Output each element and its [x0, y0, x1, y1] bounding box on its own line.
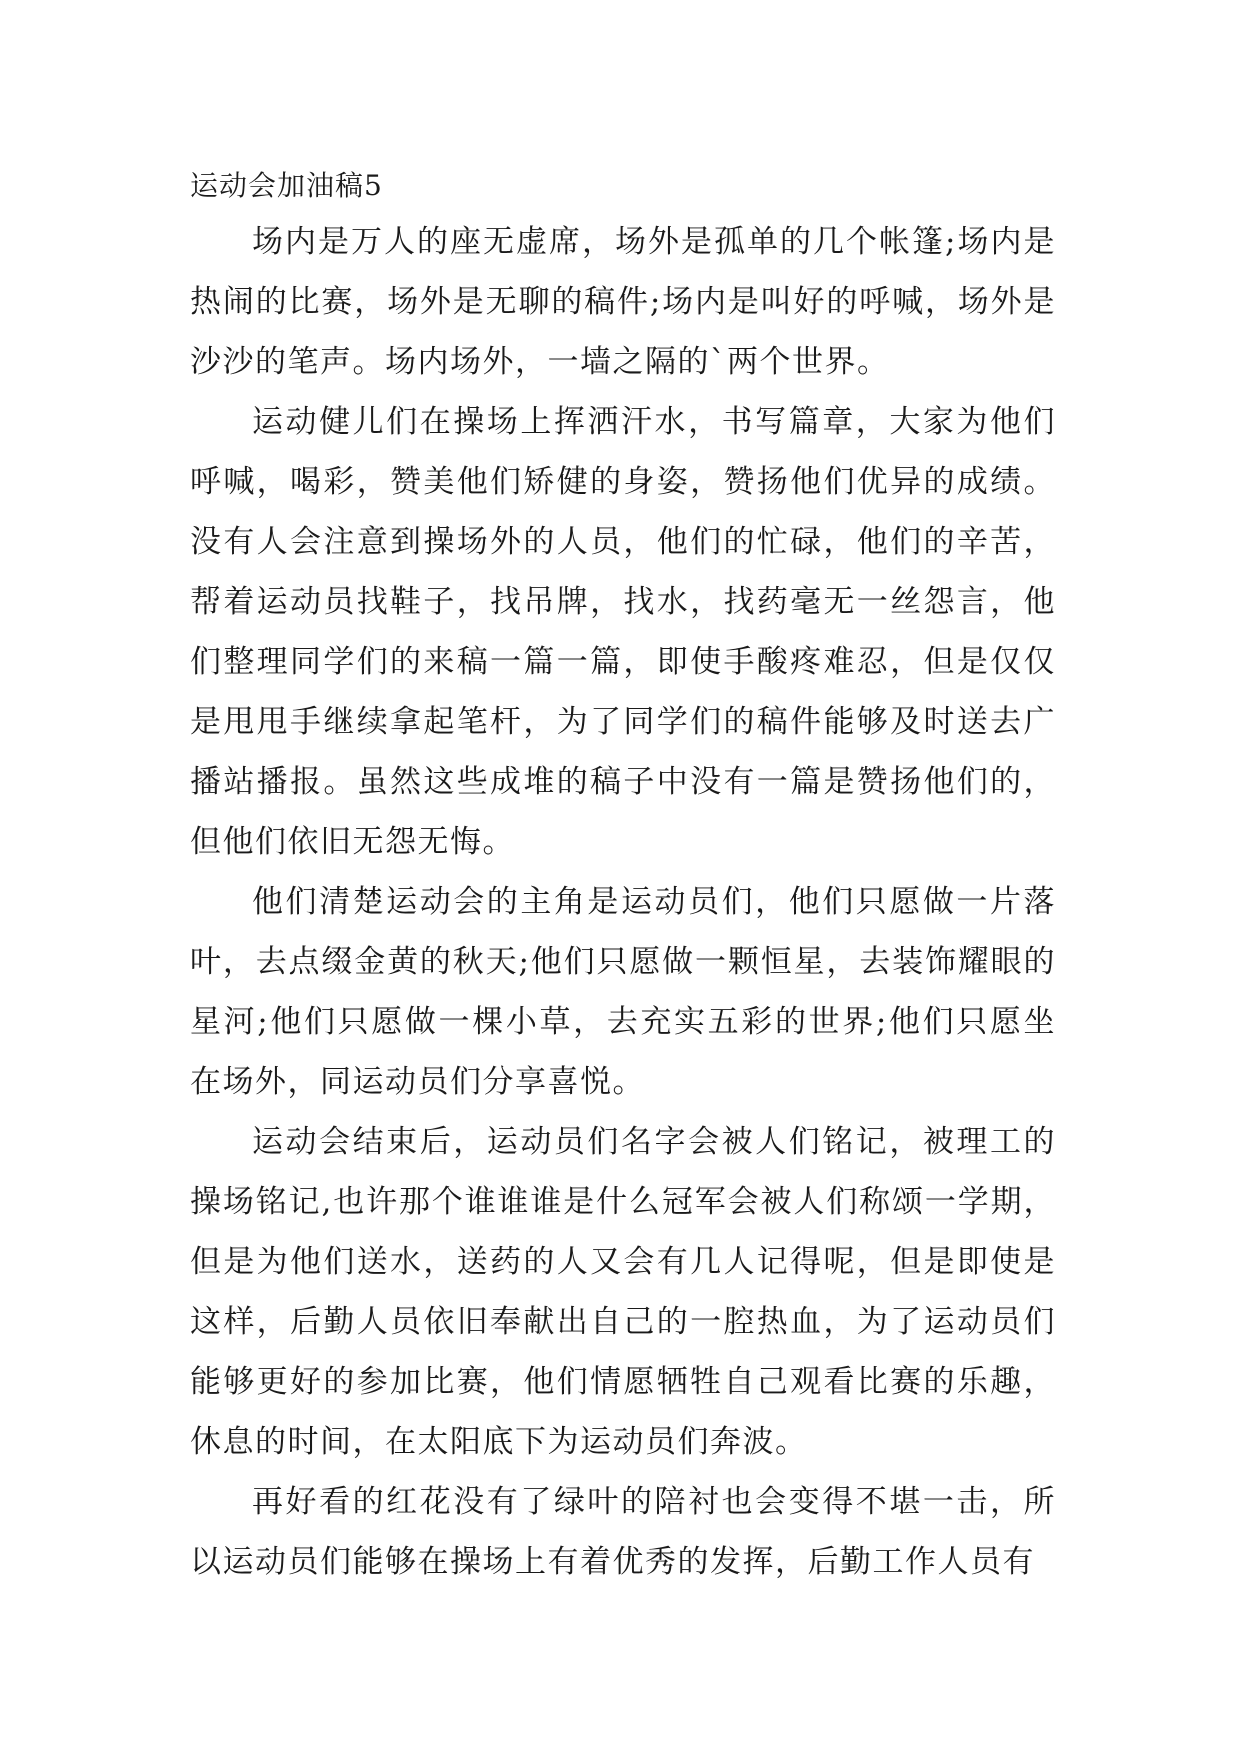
document-page — [190, 160, 1056, 1592]
paragraph-2: 运动健儿们在操场上挥洒汗水，书写篇章，大家为他们呼喊，喝彩，赞美他们矫健的身姿，赞扬他们优异的成绩。没有人会注意到操场外的人员，他们的忙碌，他们的辛苦，帮着运动员找鞋子，找吊牌，找水，找药毫无一丝怨言，他们整理同学们的来稿一篇一篇，即使手酸疼难忍，但是仅仅是甩甩手继续拿起笔杆，为了同学们的稿件能够及时送去广播站播报。虽然这些成堆的稿子中没有一篇是赞扬他们的，但他们依旧无怨无悔。 — [190, 404, 1056, 860]
document-title: 运动会加油稿5 — [190, 169, 383, 202]
paragraph-3: 他们清楚运动会的主角是运动员们，他们只愿做一片落叶，去点缀金黄的秋天;他们只愿做一颗恒星，去装饰耀眼的星河;他们只愿做一棵小草，去充实五彩的世界;他们只愿坐在场外，同运动员们分享喜悦。 — [190, 884, 1056, 1100]
paragraph-5: 再好看的红花没有了绿叶的陪衬也会变得不堪一击，所以运动员们能够在操场上有着优秀的发挥，后勤工作人员有 — [190, 1484, 1056, 1580]
paragraph-1: 场内是万人的座无虚席，场外是孤单的几个帐篷;场内是热闹的比赛，场外是无聊的稿件;场内是叫好的呼喊，场外是沙沙的笔声。场内场外，一墙之隔的`两个世界。 — [190, 224, 1056, 380]
paragraph-4: 运动会结束后，运动员们名字会被人们铭记，被理工的操场铭记,也许那个谁谁谁是什么冠军会被人们称颂一学期，但是为他们送水，送药的人又会有几人记得呢，但是即使是这样，后勤人员依旧奉献出自己的一腔热血，为了运动员们能够更好的参加比赛，他们情愿牺牲自己观看比赛的乐趣，休息的时间，在太阳底下为运动员们奔波。 — [190, 1124, 1056, 1460]
